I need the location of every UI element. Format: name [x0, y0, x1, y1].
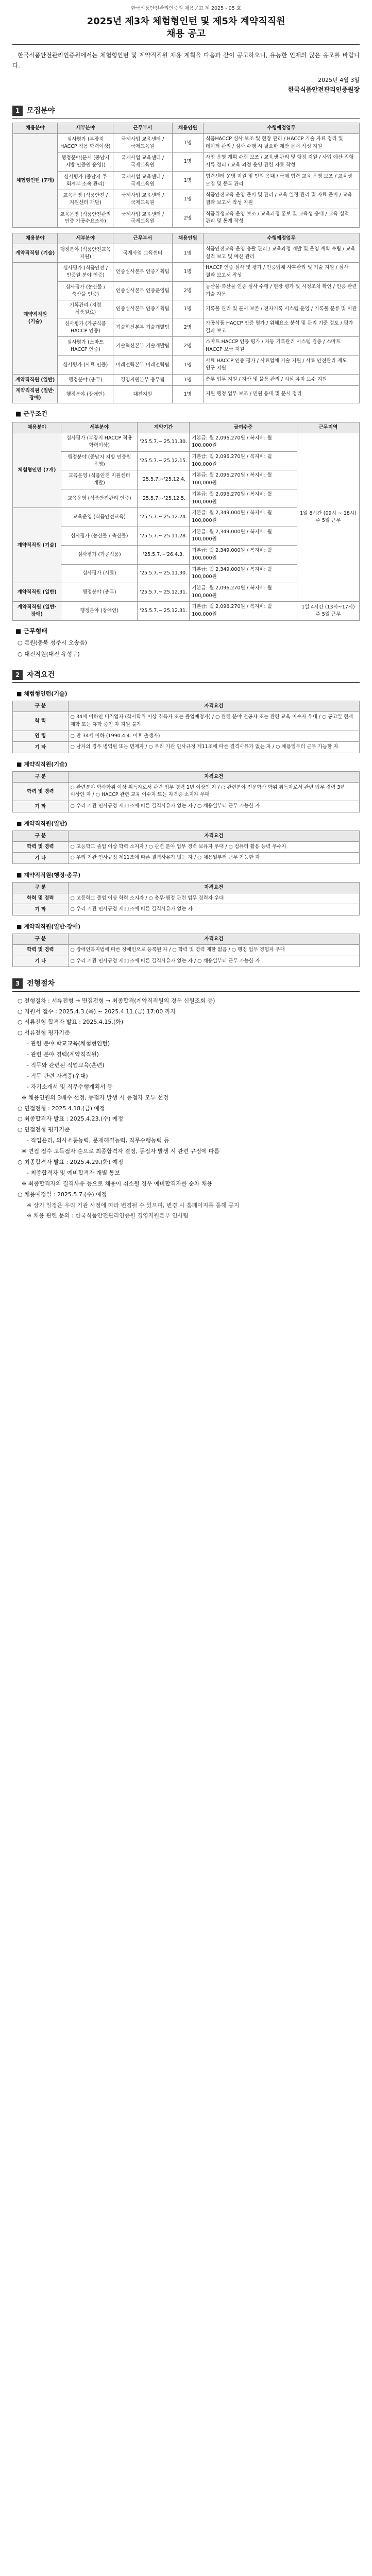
duty-cell: 협력센터 운영 지원 및 민원 응대 / 국제 협력 교육 운영 보조 / 교육생 모집 및 등록 관리: [204, 171, 360, 190]
title-line-1: 2025년 제3차 체험형인턴 및 제5차 계약직직원: [87, 15, 285, 27]
section-3-heading: [12, 978, 360, 991]
section-3-title: 전형절차: [27, 979, 55, 988]
table-row: [13, 742, 360, 753]
conditions-heading: ■ 근무조건: [15, 410, 47, 418]
table-row: [13, 731, 360, 742]
qual-value: ○ 관련분야 학사학위 이상 취득자로서 관련 업무 경력 1년 이상인 자 / ○ 관련분야 전문학사 학위 취득자로서 관련 업무 경력 3년 이상인 자 / ○ HACCP 관련 교육 이수자 또는 자격증 소지자 우대: [68, 782, 359, 801]
procedure-line: - 최종합격자 및 예비합격자 개별 통보: [27, 1169, 120, 1176]
duty-cell: HACCP 인증 심사 및 평가 / 인증업체 사후관리 및 기술 지원 / 심사 결과 보고서 작성: [204, 263, 360, 281]
employ-location-branch: ○ 대전지원(대전 유성구): [18, 651, 80, 658]
employ-type-title: 근무형태: [23, 627, 47, 635]
table-row: [13, 209, 360, 227]
table-row: [13, 134, 360, 152]
col-header: 채용인원: [172, 233, 204, 244]
qual-value: ○ 남자의 경우 병역필 또는 면제자 / ○ 우리 기관 인사규정 제11조에 따른 결격사유가 없는 자 / ○ 채용일부터 근무 가능한 자: [68, 742, 359, 753]
organization-name: 한국식품안전관리인증원장: [288, 86, 360, 93]
qual-block-title-text: 체험형인턴(기술): [24, 690, 67, 698]
dept-cell: 인증심사본부 인증기획팀: [113, 263, 172, 281]
sub-field-cell: 심사평가 (부장지 HACCP 적용 학력이상): [61, 433, 138, 451]
section-2-heading: [12, 670, 360, 683]
title-line-2: 채용 공고: [166, 28, 206, 40]
sub-field-cell: 교육운영 (식품안전관리 인증 가공수요조사): [58, 209, 113, 227]
qual-key: 기 타: [13, 801, 69, 812]
headcount-cell: 1명: [172, 263, 204, 281]
procedure-line: ※ 채용인원의 3배수 선정, 동점자 발생 시 동점자 모두 선정: [22, 1094, 168, 1101]
dept-cell: 인증심사본부 인증기획팀: [113, 300, 172, 318]
table-row: [13, 893, 360, 904]
procedure-line: ○ 전형절차 : 서류전형 → 면접전형 → 최종합격(계약직직원의 경우 신원조회 등): [18, 997, 215, 1004]
recruit-table-contract: [12, 233, 360, 403]
pay-cell: 기본급: 월 2,349,000원 / 복지비: 월 100,000원: [190, 527, 297, 545]
procedure-line: - 직무 관련 자격증(우대): [27, 1072, 88, 1079]
col-header: 구 분: [13, 701, 69, 712]
qual-table: [12, 701, 360, 753]
headcount-cell: 1명: [172, 300, 204, 318]
table-row: [13, 801, 360, 812]
category-cell: 체험형인턴 (7개): [13, 134, 58, 228]
table-row: [13, 841, 360, 853]
col-header: 자격요건: [68, 934, 359, 945]
sub-field-cell: 심사평가 (농산물 / 축산물): [61, 527, 138, 545]
qual-key: 기 타: [13, 956, 69, 967]
qual-block-title-text: 계약직직원(기술): [24, 761, 67, 768]
table-row: [13, 152, 360, 171]
sub-field-cell: 행정분야 (장애인): [61, 602, 138, 620]
qual-block-title: ■ 계약직직원(기술): [16, 761, 67, 768]
category-cell: 계약직직원 (기술): [13, 508, 61, 583]
procedure-line: - 직무와 관련된 직업교육(훈련): [27, 1061, 105, 1069]
procedure-list: [18, 996, 360, 1222]
duty-cell: 기록물 관리 및 문서 보존 / 전자기록 시스템 운영 / 기록물 분류 및 이관: [204, 300, 360, 318]
sub-field-cell: 심사평가 (식품안전 / 인증원 분야 인증): [58, 263, 113, 281]
qual-value: ○ 고등학교 졸업 이상 학력 소지자 / ○ 관련 분야 업무 경력 보유자 우대 / ○ 컴퓨터 활용 능력 우수자: [68, 841, 359, 853]
sub-field-cell: 행정분야 (총무): [61, 583, 138, 602]
qual-block-title: ■ 계약직직원(일반·장애): [16, 923, 81, 930]
duty-cell: 식품HACCP 심사 보조 및 현장 관리 / HACCP 기술 자료 정리 및 데이터 관리 / 심사 수행 시 필요한 제반 문서 작성 지원: [204, 134, 360, 152]
period-cell: '25.5.7.~'25.12.24.: [138, 508, 190, 527]
qual-value: ○ 고등학교 졸업 이상 학력 소지자 / ○ 총무·행정 관련 업무 경력자 우대: [68, 893, 359, 904]
sub-field-cell: 심사평가 (부장지 HACCP 적용 학력이상): [58, 134, 113, 152]
headcount-cell: 2명: [172, 337, 204, 355]
pay-cell: 기본급: 월 2,096,270원 / 복지비: 월 100,000원: [190, 583, 297, 602]
procedure-line: - 관련 분야 경력(계약직직원): [27, 1051, 99, 1058]
sub-field-cell: 행정분야 (장애인): [58, 385, 113, 403]
procedure-line: ○ 서류전형 합격자 발표 : 2025.4.15.(화): [18, 1019, 124, 1026]
section-3-number: 3: [12, 978, 23, 989]
qual-value: ○ 우리 기관 인사규정 제11조에 따른 결격사유가 없는 자 / ○ 채용일부터 근무 가능한 자: [68, 801, 359, 812]
table-row: [13, 355, 360, 374]
duty-cell: 사료 HACCP 인증 평가 / 사료업체 기술 지원 / 사료 안전관리 제도 연구 지원: [204, 355, 360, 374]
intro-paragraph: 한국식품안전관리인증원에서는 체험형인턴 및 계약직직원 채용 계획을 다음과 같이 공고하오니, 유능한 인재의 많은 응모를 바랍니다.: [12, 52, 360, 70]
qual-block-contract-disabled: [12, 923, 360, 967]
table-row: [13, 171, 360, 190]
pay-cell: 기본급: 월 2,096,270원 / 복지비: 월 100,000원: [190, 451, 297, 470]
qual-key: 기 타: [13, 742, 69, 753]
dept-cell: 경영지원본부 총무팀: [113, 375, 172, 386]
section-1-heading: [12, 106, 360, 118]
notice-number: 한국식품안전관리인증원 채용공고 제 2025 - 05 호: [131, 6, 241, 11]
col-header: 채용분야: [13, 123, 58, 134]
qual-block-intern: [12, 690, 360, 753]
work-hours-cell: [297, 433, 359, 602]
table-row: [13, 300, 360, 318]
col-header: 자격요건: [68, 771, 359, 782]
procedure-line: ※ 상기 일정은 우리 기관 사정에 따라 변경될 수 있으며, 변경 시 홈페이지를 통해 공지: [27, 1201, 240, 1209]
dept-cell: 인증심사본부 인증운영팀: [113, 281, 172, 300]
qual-table: [12, 831, 360, 864]
col-header: 세부분야: [58, 233, 113, 244]
conditions-table: [12, 422, 360, 621]
period-cell: '25.5.7.~'25.11.28.: [138, 527, 190, 545]
col-header: 세부분야: [61, 422, 138, 433]
col-header: 근무부서: [113, 233, 172, 244]
procedure-line: ○ 면접전형 : 2025.4.18.(금) 예정: [18, 1105, 105, 1112]
pay-cell: 기본급: 월 2,096,270원 / 복지비: 월 100,000원: [190, 489, 297, 507]
section-1-number: 1: [12, 106, 23, 116]
col-header: 수행예정업무: [204, 233, 360, 244]
col-header: 자격요건: [68, 882, 359, 893]
qual-key: 기 타: [13, 904, 69, 916]
col-header: 근무지역: [297, 422, 359, 433]
sub-field-cell: 교육운영 (식품안전 / 지원센터 개발): [58, 190, 113, 209]
qual-key: 기 타: [13, 853, 69, 864]
table-row: [13, 904, 360, 916]
period-cell: '25.5.7.~'25.12.31.: [138, 583, 190, 602]
table-row: [13, 318, 360, 336]
headcount-cell: 2명: [172, 318, 204, 336]
duty-cell: 지원 행정 업무 보조 / 민원 응대 및 문서 정리: [204, 385, 360, 403]
document-title: [12, 15, 360, 41]
employ-type-heading: ■ 근무형태: [15, 627, 47, 635]
pay-cell: 기본급: 월 2,096,270원 / 복지비: 월 100,000원: [190, 470, 297, 489]
procedure-line: - 관련 분야 학교교육(체험형인턴): [27, 1040, 110, 1047]
qual-table: [12, 934, 360, 967]
pay-cell: 기본급: 월 2,096,270원 / 복지비: 월 100,000원: [190, 602, 297, 620]
duty-cell: 식품안전교육 운영 준비 및 관리 / 교육 일정 관리 및 자료 준비 / 교육 결과 보고서 작성 지원: [204, 190, 360, 209]
duty-cell: 식품위생교육 운영 보조 / 교육과정 홍보 및 교육생 응대 / 교육 실적 관리 및 통계 작성: [204, 209, 360, 227]
headcount-cell: 2명: [172, 281, 204, 300]
sub-field-cell: 심사평가 (농산물 / 축산물 인증): [58, 281, 113, 300]
table-row: [13, 385, 360, 403]
conditions-title: 근무조건: [23, 410, 47, 418]
title-divider: [12, 44, 360, 45]
qual-value: ○ 34세 이하인 미취업자 (학사학위 이상 취득자 또는 졸업예정자) / ○ 관련 분야 전공자 또는 관련 교육 이수자 우대 / ○ 공고일 현재 재학 또는 휴학 중인 자 지원 불가: [68, 712, 359, 731]
table-row: [13, 853, 360, 864]
col-header: 수행예정업무: [204, 123, 360, 134]
page: [0, 0, 372, 1232]
procedure-line: ○ 최종합격자 발표 : 2025.4.23.(수) 예정: [18, 1115, 124, 1123]
col-header: 채용인원: [172, 123, 204, 134]
qual-value: ○ 장애인복지법에 따른 장애인으로 등록된 자 / ○ 학력 및 경력 제한 없음 / ○ 행정 업무 경험자 우대: [68, 944, 359, 956]
col-header: 구 분: [13, 831, 69, 841]
dept-cell: 기술혁신본부 기술개발팀: [113, 337, 172, 355]
period-cell: '25.5.7.~'25.12.15.: [138, 451, 190, 470]
qual-table: [12, 882, 360, 916]
table-row: [13, 944, 360, 956]
table-row: [13, 956, 360, 967]
qual-key: 학력 및 경력: [13, 782, 69, 801]
section-1-title: 모집분야: [27, 106, 55, 115]
qual-block-title-text: 계약직직원(행정·총무): [24, 872, 81, 879]
table-row: [13, 375, 360, 386]
procedure-line: ○ 최종합격자 발표 : 2025.4.29.(화) 예정: [18, 1158, 124, 1165]
category-cell: 체험형인턴 (7개): [13, 433, 61, 508]
work-hours-sub: 1일 4시간 (13시~17시) 주 5일 근무: [297, 602, 359, 620]
qual-value: ○ 만 34세 이하 (1990.4.4. 이후 출생자): [68, 731, 359, 742]
sub-field-cell: 심사평가 (가공식품): [61, 546, 138, 564]
procedure-line: ○ 면접전형 평가기준: [18, 1126, 70, 1133]
period-cell: '25.5.7.~'25.12.5.: [138, 489, 190, 507]
duty-cell: 스마트 HACCP 인증 평가 / 자동 기록관리 시스템 검증 / 스마트 HACCP 보급 지원: [204, 337, 360, 355]
procedure-line: ※ 채용 관련 문의 : 한국식품안전관리인증원 경영지원본부 인사팀: [27, 1212, 189, 1219]
headcount-cell: 1명: [172, 385, 204, 403]
procedure-line: ○ 지원서 접수 : 2025.4.3.(목) ~ 2025.4.11.(금) 17:00 까지: [18, 1008, 176, 1015]
procedure-line: - 자기소개서 및 직무수행계획서 등: [27, 1083, 113, 1090]
procedure-line: ○ 채용예정일 : 2025.5.7.(수) 예정: [18, 1191, 107, 1198]
period-cell: '25.5.7.~'25.11.30.: [138, 564, 190, 583]
qual-block-title: ■ 계약직직원(일반): [16, 820, 67, 827]
sub-field-cell: 행정분야(문서 (중남지 지방 인증원 운영)): [58, 152, 113, 171]
sub-field-cell: 교육운영 (식품안전교육): [61, 508, 138, 527]
headcount-cell: 2명: [172, 209, 204, 227]
dept-cell: 기술혁신본부 기술개발팀: [113, 318, 172, 336]
qual-key: 학력 및 경력: [13, 893, 69, 904]
table-row: [13, 602, 360, 620]
sub-field-cell: 심사평가 (스마트 HACCP 인증): [58, 337, 113, 355]
dept-cell: 국제사업 교육센터 / 국제교육원: [113, 190, 172, 209]
recruit-table-interns: [12, 123, 360, 228]
period-cell: '25.5.7.~'25.11.30.: [138, 433, 190, 451]
pay-cell: 기본급: 월 2,349,000원 / 복지비: 월 100,000원: [190, 546, 297, 564]
qual-block-title-text: 계약직직원(일반): [24, 820, 67, 827]
qual-key: 학력 및 경력: [13, 944, 69, 956]
pay-cell: 기본급: 월 2,349,000원 / 복지비: 월 100,000원: [190, 564, 297, 583]
period-cell: '25.5.7.~'26.4.3.: [138, 546, 190, 564]
col-header: 급여수준: [190, 422, 297, 433]
table-row: [13, 281, 360, 300]
headcount-cell: 1명: [172, 152, 204, 171]
qual-block-title: ■ 체험형인턴(기술): [16, 690, 67, 698]
qual-value: ○ 우리 기관 인사규정 제11조에 따른 결격사유가 없는 자: [68, 904, 359, 916]
procedure-line: ○ 서류전형 평가기준: [18, 1029, 70, 1037]
headcount-cell: 1명: [172, 375, 204, 386]
work-hours-main: 1일 8시간 (09시 ~ 18시) 주 5일 근무: [300, 511, 357, 523]
duty-cell: 식품안전교육 운영 총괄 관리 / 교육과정 개발 및 운영 계획 수립 / 교육 실적 보고 및 예산 관리: [204, 244, 360, 262]
pay-cell: 기본급: 월 2,096,270원 / 복지비: 월 100,000원: [190, 433, 297, 451]
table-row: [13, 190, 360, 209]
dept-cell: 국제사업 교육센터 / 국제교육원: [113, 134, 172, 152]
dept-cell: 국제사업 교육센터 / 국제교육원: [113, 171, 172, 190]
qual-block-contract-tech: [12, 760, 360, 812]
pay-cell: 기본급: 월 2,349,000원 / 복지비: 월 100,000원: [190, 508, 297, 527]
col-header: 근무부서: [113, 123, 172, 134]
category-cell: 계약직직원 (일반): [13, 583, 61, 602]
sub-field-cell: 행정분야 (총무): [58, 375, 113, 386]
sub-field-cell: 교육운영 (식품안전관리 인증): [61, 489, 138, 507]
qual-key: 연 령: [13, 731, 69, 742]
procedure-line: - 직업윤리, 의사소통능력, 문제해결능력, 직무수행능력 등: [27, 1137, 170, 1144]
qual-key: 학 력: [13, 712, 69, 731]
col-header: 구 분: [13, 771, 69, 782]
qual-value: ○ 우리 기관 인사규정 제11조에 따른 결격사유가 없는 자 / ○ 채용일부터 근무 가능한 자: [68, 853, 359, 864]
qual-block-title-text: 계약직직원(일반·장애): [24, 923, 81, 930]
procedure-line: ※ 면접 점수 고득점자 순으로 최종합격자 결정, 동점자 발생 시 관련 규정에 따름: [22, 1148, 220, 1155]
col-header: 계약기간: [138, 422, 190, 433]
sub-field-cell: 행정분야 (중남지 지방 인증원 운영): [61, 451, 138, 470]
sub-field-cell: 기록관리 (지정 식품원료): [58, 300, 113, 318]
qual-key: 학력 및 경력: [13, 841, 69, 853]
sub-field-cell: 교육운영 (식품안전 지원센터 개발): [61, 470, 138, 489]
duty-cell: 사업 운영 계획 수립 보조 / 교육생 관리 및 행정 지원 / 사업 예산 집행 서류 정리 / 교육 과정 운영 관련 자료 작성: [204, 152, 360, 171]
section-2-number: 2: [12, 670, 23, 680]
qual-table: [12, 771, 360, 812]
category-cell: 계약직직원 (기술): [13, 244, 58, 262]
col-header: 자격요건: [68, 701, 359, 712]
col-header: 채용분야: [13, 233, 58, 244]
sub-field-cell: 심사평가 (사료 인증): [58, 355, 113, 374]
sub-field-cell: 심사평가 (가공식품 HACCP 인증): [58, 318, 113, 336]
table-row: [13, 712, 360, 731]
table-row: [13, 433, 360, 451]
headcount-cell: 1명: [172, 134, 204, 152]
notice-date: 2025년 4월 3일: [318, 76, 360, 83]
qual-block-contract-general: [12, 820, 360, 864]
headcount-cell: 1명: [172, 355, 204, 374]
employ-location-main: ○ 본원(충북 청주시 오송읍): [18, 639, 87, 647]
headcount-cell: 1명: [172, 190, 204, 209]
duty-cell: 총무 업무 지원 / 자산 및 물품 관리 / 시설 유지 보수 지원: [204, 375, 360, 386]
dept-cell: 미래전략본부 미래전략팀: [113, 355, 172, 374]
dept-cell: 대전지원: [113, 385, 172, 403]
procedure-line: ※ 최종합격자의 결격사유 등으로 채용이 취소될 경우 예비합격자를 순차 채용: [22, 1180, 213, 1187]
col-header: 구 분: [13, 934, 69, 945]
dept-cell: 국제사업 교육센터: [113, 244, 172, 262]
duty-cell: 가공식품 HACCP 인증 평가 / 위해요소 분석 및 관리 기준 검토 / 평가 결과 보고: [204, 318, 360, 336]
category-cell: 계약직직원 (일반·장애): [13, 602, 61, 620]
qual-block-title: ■ 계약직직원(행정·총무): [16, 872, 81, 879]
section-2-title: 자격요건: [27, 671, 55, 680]
period-cell: '25.5.7.~'25.12.4.: [138, 470, 190, 489]
dept-cell: 국제사업 교육센터 / 국제교육원: [113, 152, 172, 171]
table-row: [13, 244, 360, 262]
sub-field-cell: 심사평가 (중남지 주 회계부 소속 관리): [58, 171, 113, 190]
qual-value: ○ 우리 기관 인사규정 제11조에 따른 결격사유가 없는 자 / ○ 채용일부터 근무 가능한 자: [68, 956, 359, 967]
col-header: 구 분: [13, 882, 69, 893]
table-row: [13, 337, 360, 355]
duty-cell: 농산물·축산물 인증 심사 수행 / 현장 평가 및 시정조치 확인 / 인증 관련 기술 자문: [204, 281, 360, 300]
headcount-cell: 1명: [172, 244, 204, 262]
table-row: [13, 782, 360, 801]
period-cell: '25.5.7.~'25.12.31.: [138, 602, 190, 620]
col-header: 자격요건: [68, 831, 359, 841]
table-row: [13, 263, 360, 281]
col-header: 채용분야: [13, 422, 61, 433]
category-cell: 계약직직원 (일반): [13, 375, 58, 386]
col-header: 세부분야: [58, 123, 113, 134]
dept-cell: 국제사업 교육센터 / 국제교육원: [113, 209, 172, 227]
qual-block-contract-admin: [12, 871, 360, 916]
category-cell: 계약직직원 (일반·장애): [13, 385, 58, 403]
headcount-cell: 1명: [172, 171, 204, 190]
sub-field-cell: 행정분야 (식품안전교육 지원): [58, 244, 113, 262]
sub-field-cell: 심사평가 (사료): [61, 564, 138, 583]
category-cell: 계약직직원 (기술): [13, 263, 58, 375]
